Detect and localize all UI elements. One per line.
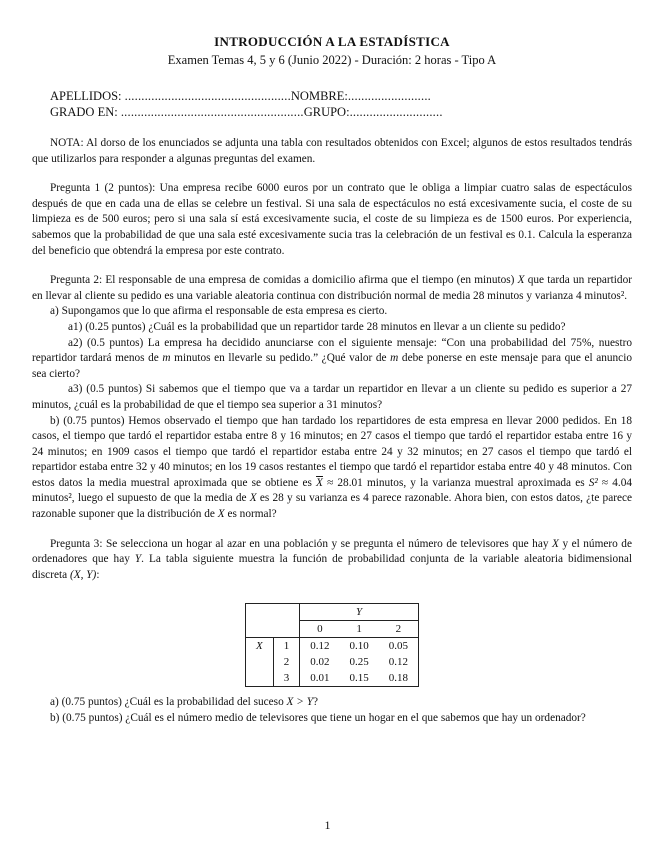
question-2a2-text-a: a2) (0.5 puntos) La empresa ha decidido anunciarse con el siguiente mensaje: “Con una probabilidad del 75%, nuestro repartidor tardará menos de [32, 336, 632, 365]
grupo-field[interactable]: ............................ [349, 105, 443, 119]
question-3-text-c: . La tabla siguiente muestra la función de probabilidad conjunta de la variable aleatoria bidimensional discreta [32, 553, 632, 581]
question-2a1: a1) (0.25 puntos) ¿Cuál es la probabilidad que un repartidor tarde 28 minutos en llevar a un cliente su pedido? [68, 320, 566, 333]
question-3-label: Pregunta 3: [50, 537, 103, 550]
grado-field[interactable]: ....................................................... [120, 105, 304, 119]
table-cell: 0.12 [379, 654, 419, 670]
column-header: 1 [339, 621, 378, 638]
note-text: : Al dorso de los enunciados se adjunta una tabla con resultados obtenidos con Excel; algunos de estos resultados tendrás que utilizarlos para responder a algunas preguntas del examen. [32, 137, 632, 165]
table-corner [273, 621, 300, 638]
nombre-field[interactable]: ......................... [347, 89, 431, 103]
var-x: X [517, 274, 525, 287]
question-2b [32, 414, 632, 523]
question-2-text-b: que tarda un repartidor en llevar al cliente su pedido es una variable aleatoria continua con distribución normal de media 28 minutos y varianza 4 minutos². [32, 274, 632, 302]
note-label: NOTA [50, 137, 81, 149]
var-m: m [162, 352, 171, 365]
question-1-label: Pregunta 1 (2 puntos): [50, 182, 156, 195]
table-cell: 0.12 [300, 638, 340, 655]
joint-probability-table [245, 603, 419, 687]
table-cell: 0.18 [379, 670, 419, 687]
table-corner [246, 670, 274, 687]
table-corner [246, 604, 274, 621]
nombre-label: NOMBRE: [290, 89, 348, 103]
grado-label: GRADO EN: [50, 105, 118, 119]
event-x-greater-y: X > Y [286, 696, 314, 709]
question-3a [32, 695, 632, 711]
question-3-text-b: y el número de ordenadores que hay [32, 537, 632, 566]
table-corner [273, 604, 300, 621]
table-cell: 0.05 [379, 638, 419, 655]
table-cell: 0.01 [300, 670, 340, 687]
question-2a2 [32, 336, 632, 383]
question-3-text-d: : [96, 568, 100, 581]
sample-variance-symbol: S² [588, 476, 598, 489]
apellidos-label: APELLIDOS: [50, 89, 122, 103]
question-2a2-text-b: minutos en llevarle su pedido.” ¿Qué valor de [170, 352, 391, 365]
var-y: Y [134, 553, 142, 566]
row-header: 3 [273, 670, 300, 687]
var-xy: (X, Y) [69, 568, 97, 581]
question-1 [32, 181, 632, 259]
exam-subtitle: Examen Temas 4, 5 y 6 (Junio 2022) - Duración: 2 horas - Tipo A [167, 53, 497, 67]
table-cell: 0.02 [300, 654, 340, 670]
question-2b-text-c: ≈ 4.04 minutos², luego el supuesto de que la media de [32, 476, 632, 505]
question-3a-text-b: ? [313, 696, 319, 709]
row-variable-label [246, 638, 274, 655]
apellidos-field[interactable]: .................................................. [124, 89, 291, 103]
question-3-intro [32, 537, 632, 584]
fields-row-2 [50, 104, 632, 120]
question-3a-text-a: a) (0.75 puntos) ¿Cuál es la probabilidad del suceso [50, 696, 287, 709]
table-cell: 0.15 [339, 670, 378, 687]
question-2-intro [32, 273, 632, 304]
var-x: X [256, 640, 263, 653]
question-2b-text-d: es 28 y su varianza es 4 parece razonable. Ahora bien, con estos datos, ¿te parece razonable suponer que la distribución de [32, 492, 633, 521]
column-header: 2 [379, 621, 419, 638]
joint-probability-table-wrap [32, 603, 632, 687]
exam-note [32, 136, 632, 167]
page-number: 1 [324, 818, 331, 832]
question-1-text: Una empresa recibe 6000 euros por un contrato que le obliga a limpiar cuatro salas de espectáculos después de que en cada una de ellas se celebre un festival. Si una sala de espectáculos no está excesivamente sucia, el coste de su limpieza es de 500 euros; pero si una sala sí está excesivamente sucia, el coste de su limpieza es de 1500 euros. Por experiencia, sabemos que la probabilidad de que una sala esté excesivamente sucia tras la celebración de un festival es 0.1. Calcula la esperanza del beneficio que obtendrá la empresa por este contrato. [32, 182, 632, 257]
question-2-label: Pregunta 2: [50, 274, 103, 287]
question-2a2-text-c: debe ponerse en este mensaje para que el anuncio sea cierto? [32, 352, 632, 380]
question-2b-text-e: es normal? [224, 508, 277, 521]
table-cell: 0.25 [349, 656, 369, 669]
fields-row-1 [50, 88, 632, 104]
var-m: m [390, 352, 399, 365]
exam-title: INTRODUCCIÓN A LA ESTADÍSTICA [214, 34, 450, 49]
sample-mean-symbol: $\overline{X}$ [316, 476, 323, 489]
grupo-label: GRUPO: [303, 105, 350, 119]
question-3b: b) (0.75 puntos) ¿Cuál es el número medio de televisores que tiene un hogar en el que sabemos que hay un ordenador? [50, 712, 586, 725]
row-header: 1 [273, 638, 300, 655]
var-x: X [249, 492, 257, 505]
var-y: Y [356, 606, 363, 619]
table-corner [246, 621, 274, 638]
table-cell: 0.10 [349, 640, 369, 653]
question-2-text-a: El responsable de una empresa de comidas a domicilio afirma que el tiempo (en minutos) [102, 274, 518, 287]
question-2a3: a3) (0.5 puntos) Si sabemos que el tiempo que va a tardar un repartidor en llevar a un cliente su pedido es superior a 27 minutos, ¿cuál es la probabilidad de que el tiempo sea superior a 31 minutos? [32, 383, 632, 411]
exam-page [32, 34, 632, 727]
column-header: 0 [300, 621, 340, 638]
column-variable-label [300, 604, 419, 621]
student-fields [50, 88, 632, 120]
var-x: X [217, 508, 225, 521]
question-2b-text-a: b) (0.75 puntos) Hemos observado el tiempo que han tardado los repartidores de esta empresa en llevar 2000 pedidos. En 18 casos, el tiempo que tardó el repartidor estaba entre 8 y 16 minutos; en 27 casos el tiempo que tardó el repartidor estaba entre 16 y 24 minutos; en 1909 casos el tiempo que tardó el repartidor estaba entre 24 y 32 minutos; en 27 casos el tiempo que tardó el repartidor estaba entre 32 y 40 minutos; en los 19 casos restantes el tiempo que tardó el repartidor estaba entre 40 y 48 minutos. Con estos datos la media muestral aproximada que se obtiene es [32, 414, 632, 489]
var-x: X [552, 537, 559, 550]
row-header: 2 [273, 654, 300, 670]
question-2a: a) Supongamos que lo que afirma el responsable de esta empresa es cierto. [50, 305, 388, 318]
question-3-text-a: Se selecciona un hogar al azar en una población y se pregunta el número de televisores que hay [102, 537, 553, 550]
table-corner [246, 654, 274, 670]
question-2b-text-b: ≈ 28.01 minutos, y la varianza muestral aproximada es [322, 476, 589, 489]
